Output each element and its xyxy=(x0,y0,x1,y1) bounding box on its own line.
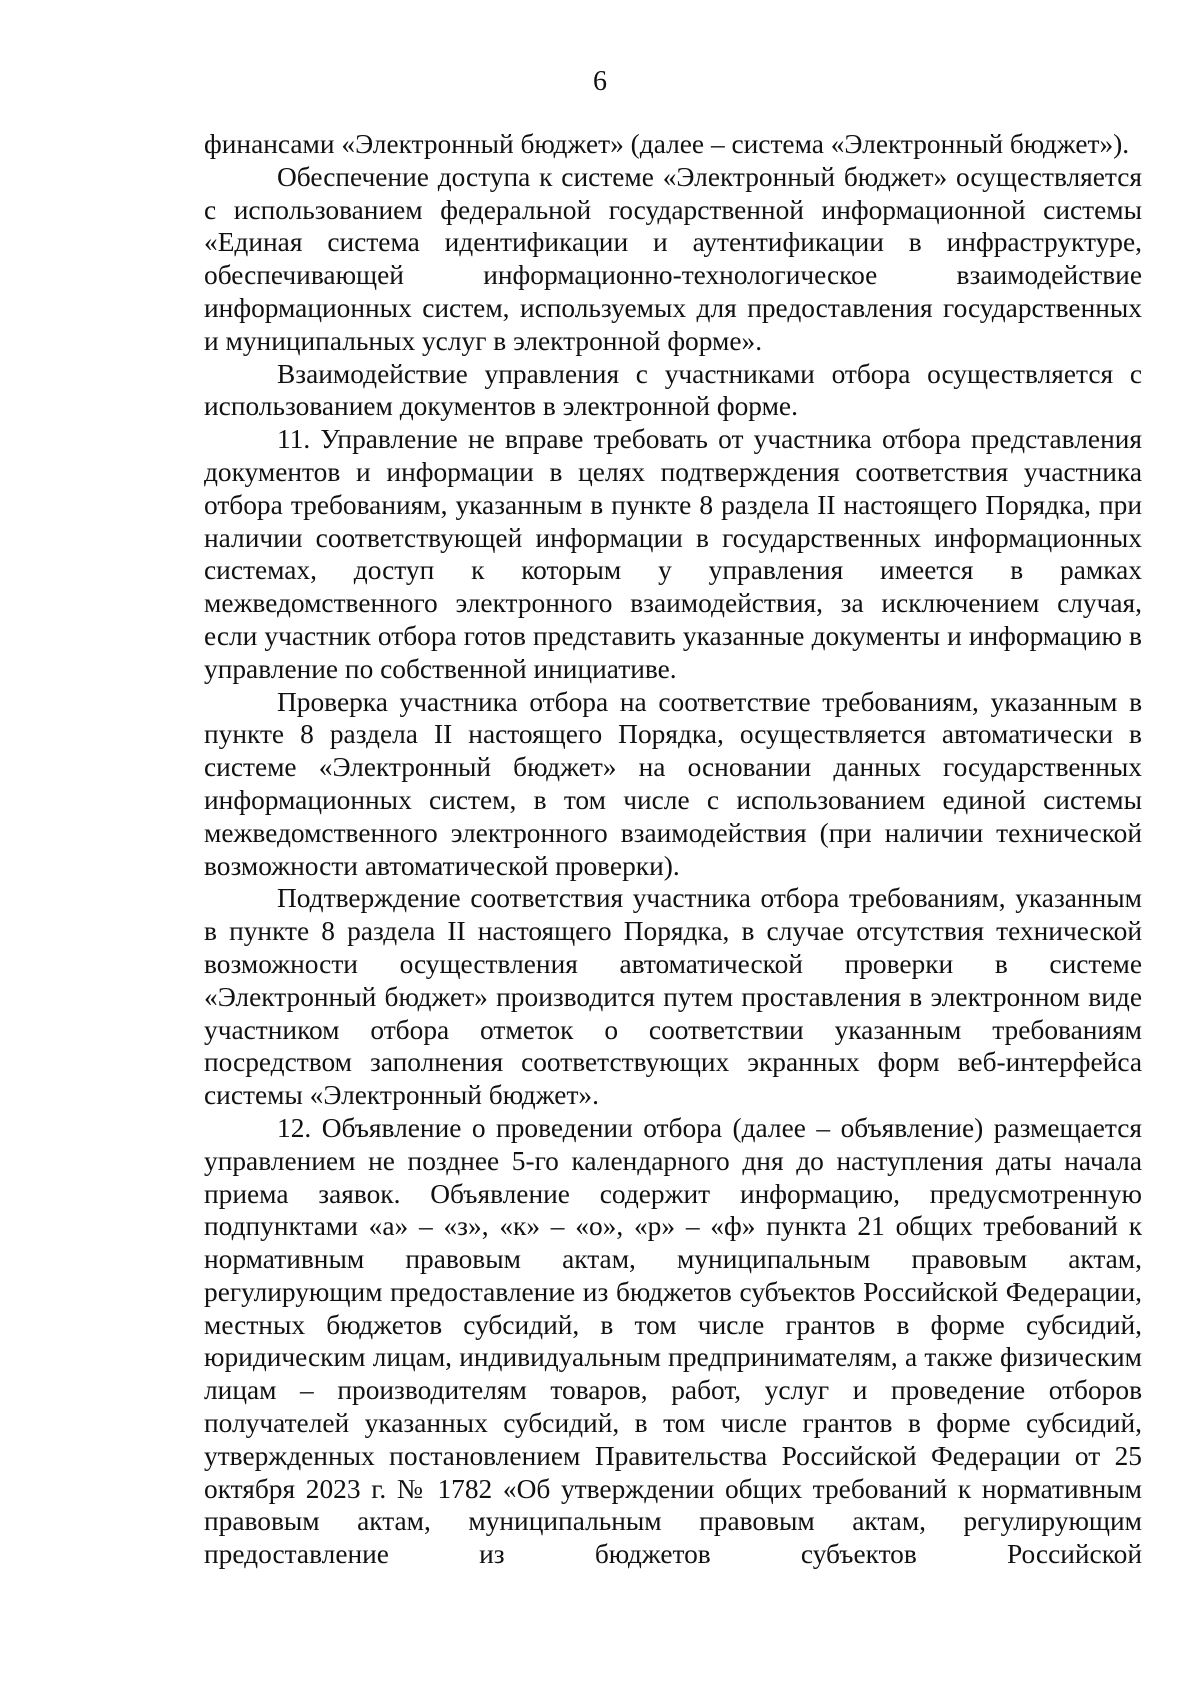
page-number: 6 xyxy=(593,66,607,97)
paragraph-item-11: 11. Управление не вправе требовать от участника отбора представления документов и информации в целях подтверждения соответствия участника отбора требованиям, указанным в пункте 8 раздела II настоящего Порядка, при наличии соответствующей информации в государственных информационных системах, доступ к которым у управления имеется в рамках межведомственного электронного взаимодействия, за исключением случая, если участник отбора готов представить указанные документы и информацию в управление по собственной инициативе. xyxy=(204,424,1142,684)
paragraph-access-system: Обеспечение доступа к системе «Электронный бюджет» осуществляется с использованием федеральной государственной информационной системы «Единая система идентификации и аутентификации в инфраструктуре, обеспечивающей информационно-технологическое взаимодействие информационных систем, используемых для предоставления государственных и муниципальных услуг в электронной форме». xyxy=(204,161,1142,356)
paragraph-confirmation: Подтверждение соответствия участника отбора требованиям, указанным в пункте 8 раздела II настоящего Порядка, в случае отсутствия технической возможности осуществления автоматической проверки в системе «Электронный бюджет» производится путем проставления в электронном виде участником отбора отметок о соответствии указанным требованиям посредством заполнения соответствующих экранных форм веб-интерфейса системы «Электронный бюджет». xyxy=(204,883,1142,1111)
paragraph-item-12: 12. Объявление о проведении отбора (далее – объявление) размещается управлением не позднее 5-го календарного дня до наступления даты начала приема заявок. Объявление содержит информацию, предусмотренную подпунктами «а» – «з», «к» – «о», «р» – «ф» пункта 21 общих требований к нормативным правовым актам, муниципальным правовым актам, регулирующим предоставление из бюджетов субъектов Российской Федерации, местных бюджетов субсидий, в том числе грантов в форме субсидий, юридическим лицам, индивидуальным предпринимателям, а также физическим лицам – производителям товаров, работ, услуг и проведение отборов получателей указанных субсидий, в том числе грантов в форме субсидий, утвержденных постановлением Правительства Российской Федерации от 25 октября 2023 г. № 1782 «Об утверждении общих требований к нормативным правовым актам, муниципальным правовым актам, регулирующим предоставление из бюджетов субъектов Российской xyxy=(204,1112,1142,1570)
paragraph-interaction: Взаимодействие управления с участниками отбора осуществляется с использованием документов в электронной форме. xyxy=(204,358,1142,422)
paragraph-continuation: финансами «Электронный бюджет» (далее – система «Электронный бюджет»). xyxy=(204,129,1130,159)
document-body xyxy=(204,128,1142,1571)
paragraph-verification: Проверка участника отбора на соответствие требованиям, указанным в пункте 8 раздела II настоящего Порядка, осуществляется автоматически в системе «Электронный бюджет» на основании данных государственных информационных систем, в том числе с использованием единой системы межведомственного электронного взаимодействия (при наличии технической возможности автоматической проверки). xyxy=(204,686,1142,881)
